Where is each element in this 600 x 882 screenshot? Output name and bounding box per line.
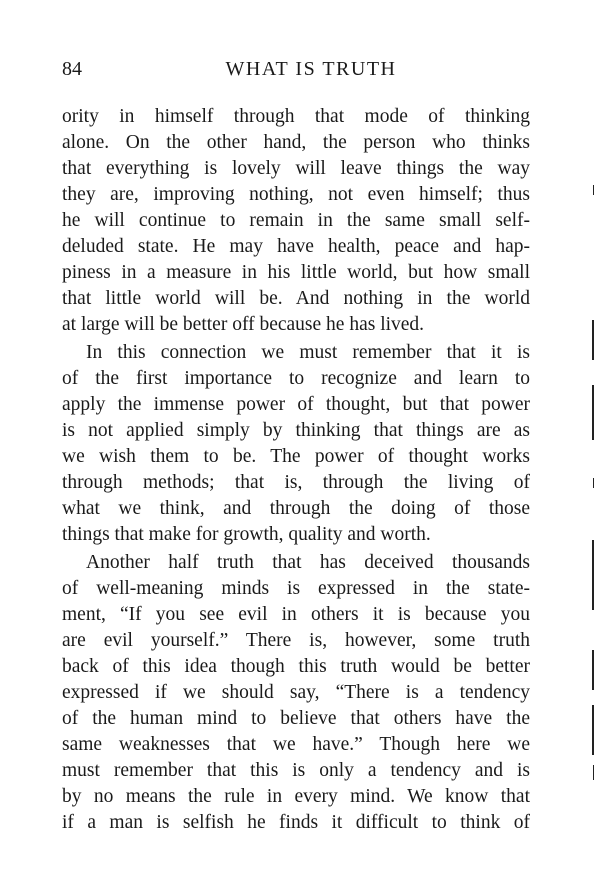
text-line: we wish them to be. The power of thought works	[62, 446, 530, 467]
text-line: by no means the rule in every mind. We know that	[62, 786, 530, 807]
page-number: 84	[62, 58, 82, 80]
text-line: must remember that this is only a tendency and is	[62, 760, 530, 781]
scan-artifact	[593, 478, 594, 488]
text-line: In this connection we must remember that it is	[86, 342, 530, 363]
text-line: back of this idea though this truth would be better	[62, 656, 530, 677]
text-line: what we think, and through the doing of those	[62, 498, 530, 519]
page-body	[62, 104, 530, 838]
text-line: of the human mind to believe that others have the	[62, 708, 530, 729]
text-line: piness in a measure in his little world, but how small	[62, 262, 530, 283]
text-line: apply the immense power of thought, but that power	[62, 394, 530, 415]
text-line: things that make for growth, quality and worth.	[62, 524, 431, 545]
page-header	[62, 58, 530, 86]
paragraph	[62, 104, 530, 338]
text-line: at large will be better off because he has lived.	[62, 314, 425, 335]
text-line: ority in himself through that mode of thinking	[62, 106, 530, 127]
paragraph	[62, 340, 530, 548]
scan-artifact	[593, 185, 594, 195]
text-line: expressed if we should say, “There is a tendency	[62, 682, 530, 703]
text-line: that everything is lovely will leave things the way	[62, 158, 530, 179]
text-line: if a man is selfish he finds it difficult to think of	[62, 812, 530, 833]
text-line: deluded state. He may have health, peace and hap-	[62, 236, 530, 257]
text-line: same weaknesses that we have.” Though here we	[62, 734, 530, 755]
text-line: of the first importance to recognize and learn to	[62, 368, 530, 389]
text-line: Another half truth that has deceived thousands	[86, 552, 530, 573]
scan-artifact	[592, 320, 594, 360]
scan-artifact	[592, 385, 594, 440]
scan-artifact	[592, 540, 594, 610]
scan-artifact	[592, 705, 594, 755]
text-line: they are, improving nothing, not even himself; thus	[62, 184, 530, 205]
running-title: WHAT IS TRUTH	[225, 58, 397, 80]
text-line: is not applied simply by thinking that things are as	[62, 420, 530, 441]
text-line: through methods; that is, through the living of	[62, 472, 530, 493]
text-line: he will continue to remain in the same small self-	[62, 210, 530, 231]
text-line: that little world will be. And nothing in the world	[62, 288, 530, 309]
text-line: of well-meaning minds is expressed in the state-	[62, 578, 530, 599]
text-line: are evil yourself.” There is, however, some truth	[62, 630, 530, 651]
text-line: ment, “If you see evil in others it is because you	[62, 604, 530, 625]
paragraph	[62, 550, 530, 836]
scan-artifact	[593, 765, 594, 780]
text-line: alone. On the other hand, the person who thinks	[62, 132, 530, 153]
scan-artifact	[592, 650, 594, 690]
